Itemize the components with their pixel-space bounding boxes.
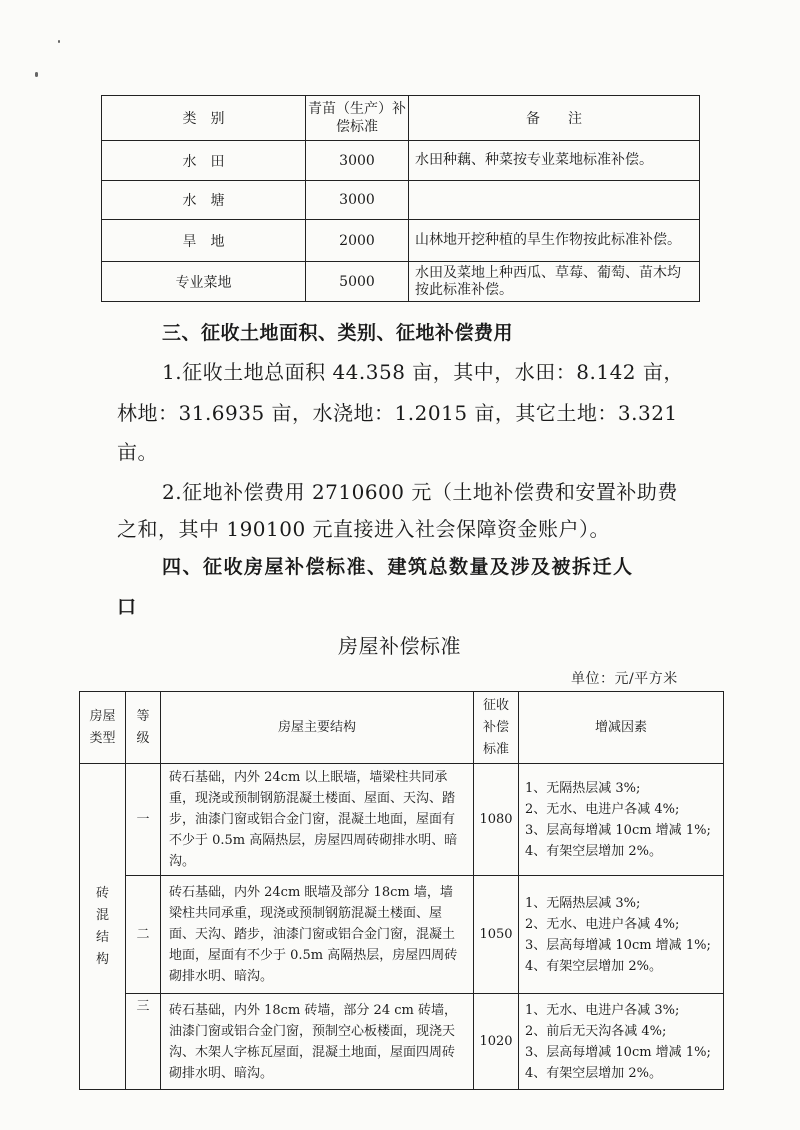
table-row [102, 220, 700, 262]
scan-speck [35, 72, 38, 77]
section3-paragraph1-line3: 亩。 [117, 440, 158, 464]
factor-item: 2、无水、电进户各减 4%; [525, 916, 680, 932]
row-category: 专业菜地 [102, 262, 306, 302]
standard-cell: 1080 [474, 764, 519, 876]
scan-speck [58, 40, 60, 43]
structure-cell: 砖石基础，内外 24cm 以上眠墙，墙梁柱共同承重，现浇或预制钢筋混凝土楼面、屋面、天沟、踏步，油漆门窗或铝合金门窗，混凝土地面，屋面有不少于 0.5m 高隔热层，房屋四周砖砌排水明、暗沟。 [161, 764, 474, 876]
row-note: 水田种藕、种菜按专业菜地标准补偿。 [409, 141, 700, 181]
row-standard: 5000 [306, 262, 409, 302]
section4-heading-line2: 口 [117, 596, 137, 618]
structure-cell: 砖石基础，内外 24cm 眠墙及部分 18cm 墙，墙梁柱共同承重，现浇或预制钢筋混凝土楼面、屋面、天沟、踏步，油漆门窗或铝合金门窗，混凝土地面，屋面有不少于 0.5m 高隔热层，房屋四周砖砌排水明、暗沟。 [161, 876, 474, 994]
standard-cell: 1050 [474, 876, 519, 994]
grade-cell: 三 [126, 994, 161, 1090]
row-standard: 3000 [306, 141, 409, 181]
factor-item: 4、有架空层增加 2%。 [525, 843, 663, 859]
factors-cell [519, 764, 724, 876]
section4-heading-line1: 四、征收房屋补偿标准、建筑总数量及涉及被拆迁人 [162, 556, 634, 578]
table-header-row [102, 96, 700, 141]
factor-item: 1、无隔热层减 3%; [525, 780, 641, 796]
section3-heading: 三、征收土地面积、类别、征地补偿费用 [162, 322, 514, 344]
section3-paragraph1-line2: 林地：31.6935 亩，水浇地：1.2015 亩，其它土地：3.321 [117, 401, 678, 425]
table-row [102, 141, 700, 181]
row-note: 山林地开挖种植的旱生作物按此标准补偿。 [409, 220, 700, 262]
table-row [80, 764, 724, 876]
header-standard: 青苗（生产）补偿标准 [306, 96, 409, 141]
header-standard: 征收补偿标准 [474, 692, 519, 764]
structure-cell: 砖石基础，内外 18cm 砖墙，部分 24 cm 砖墙，油漆门窗或铝合金门窗，预制空心板楼面，现浇天沟、木架人字栋瓦屋面，混凝土地面，屋面四周砖砌排水明、暗沟。 [161, 994, 474, 1090]
factor-item: 3、层高每增减 10cm 增减 1%; [525, 822, 711, 838]
header-structure: 房屋主要结构 [161, 692, 474, 764]
factor-item: 2、无水、电进户各减 4%; [525, 801, 680, 817]
factor-item: 1、无隔热层减 3%; [525, 895, 641, 911]
header-factors: 增减因素 [519, 692, 724, 764]
row-category: 水 塘 [102, 181, 306, 220]
row-category: 旱 地 [102, 220, 306, 262]
row-note: 水田及菜地上种西瓜、草莓、葡萄、苗木均按此标准补偿。 [409, 262, 700, 302]
standard-cell: 1020 [474, 994, 519, 1090]
grade-cell: 二 [126, 876, 161, 994]
row-standard: 3000 [306, 181, 409, 220]
factors-cell [519, 876, 724, 994]
factor-item: 4、有架空层增加 2%。 [525, 1065, 663, 1081]
header-category: 类 别 [102, 96, 306, 141]
table-row [102, 262, 700, 302]
factor-item: 4、有架空层增加 2%。 [525, 958, 663, 974]
section3-paragraph2-line1: 2.征地补偿费用 2710600 元（土地补偿费和安置补助费 [162, 480, 678, 504]
row-standard: 2000 [306, 220, 409, 262]
section3-paragraph2-line2: 之和，其中 190100 元直接进入社会保障资金账户）。 [117, 517, 611, 541]
factors-cell [519, 994, 724, 1090]
house-compensation-table [79, 691, 724, 1090]
grade-cell: 一 [126, 764, 161, 876]
factor-item: 3、层高每增减 10cm 增减 1%; [525, 1044, 711, 1060]
house-table-unit: 单位：元/平方米 [571, 671, 678, 687]
factor-item: 2、前后无天沟各减 4%; [525, 1023, 667, 1039]
header-grade: 等级 [126, 692, 161, 764]
factor-item: 3、层高每增减 10cm 增减 1%; [525, 937, 711, 953]
table-row [80, 876, 724, 994]
crop-compensation-table [101, 95, 700, 302]
row-note [409, 181, 700, 220]
table-row [80, 994, 724, 1090]
header-type: 房屋类型 [80, 692, 126, 764]
house-table-title: 房屋补偿标准 [338, 634, 461, 658]
row-category: 水 田 [102, 141, 306, 181]
factor-item: 1、无水、电进户各减 3%; [525, 1002, 680, 1018]
type-cell: 砖混结构 [80, 764, 126, 1090]
header-note: 备 注 [409, 96, 700, 141]
table-row [102, 181, 700, 220]
table-header-row [80, 692, 724, 764]
section3-paragraph1-line1: 1.征收土地总面积 44.358 亩，其中，水田：8.142 亩， [162, 360, 684, 384]
